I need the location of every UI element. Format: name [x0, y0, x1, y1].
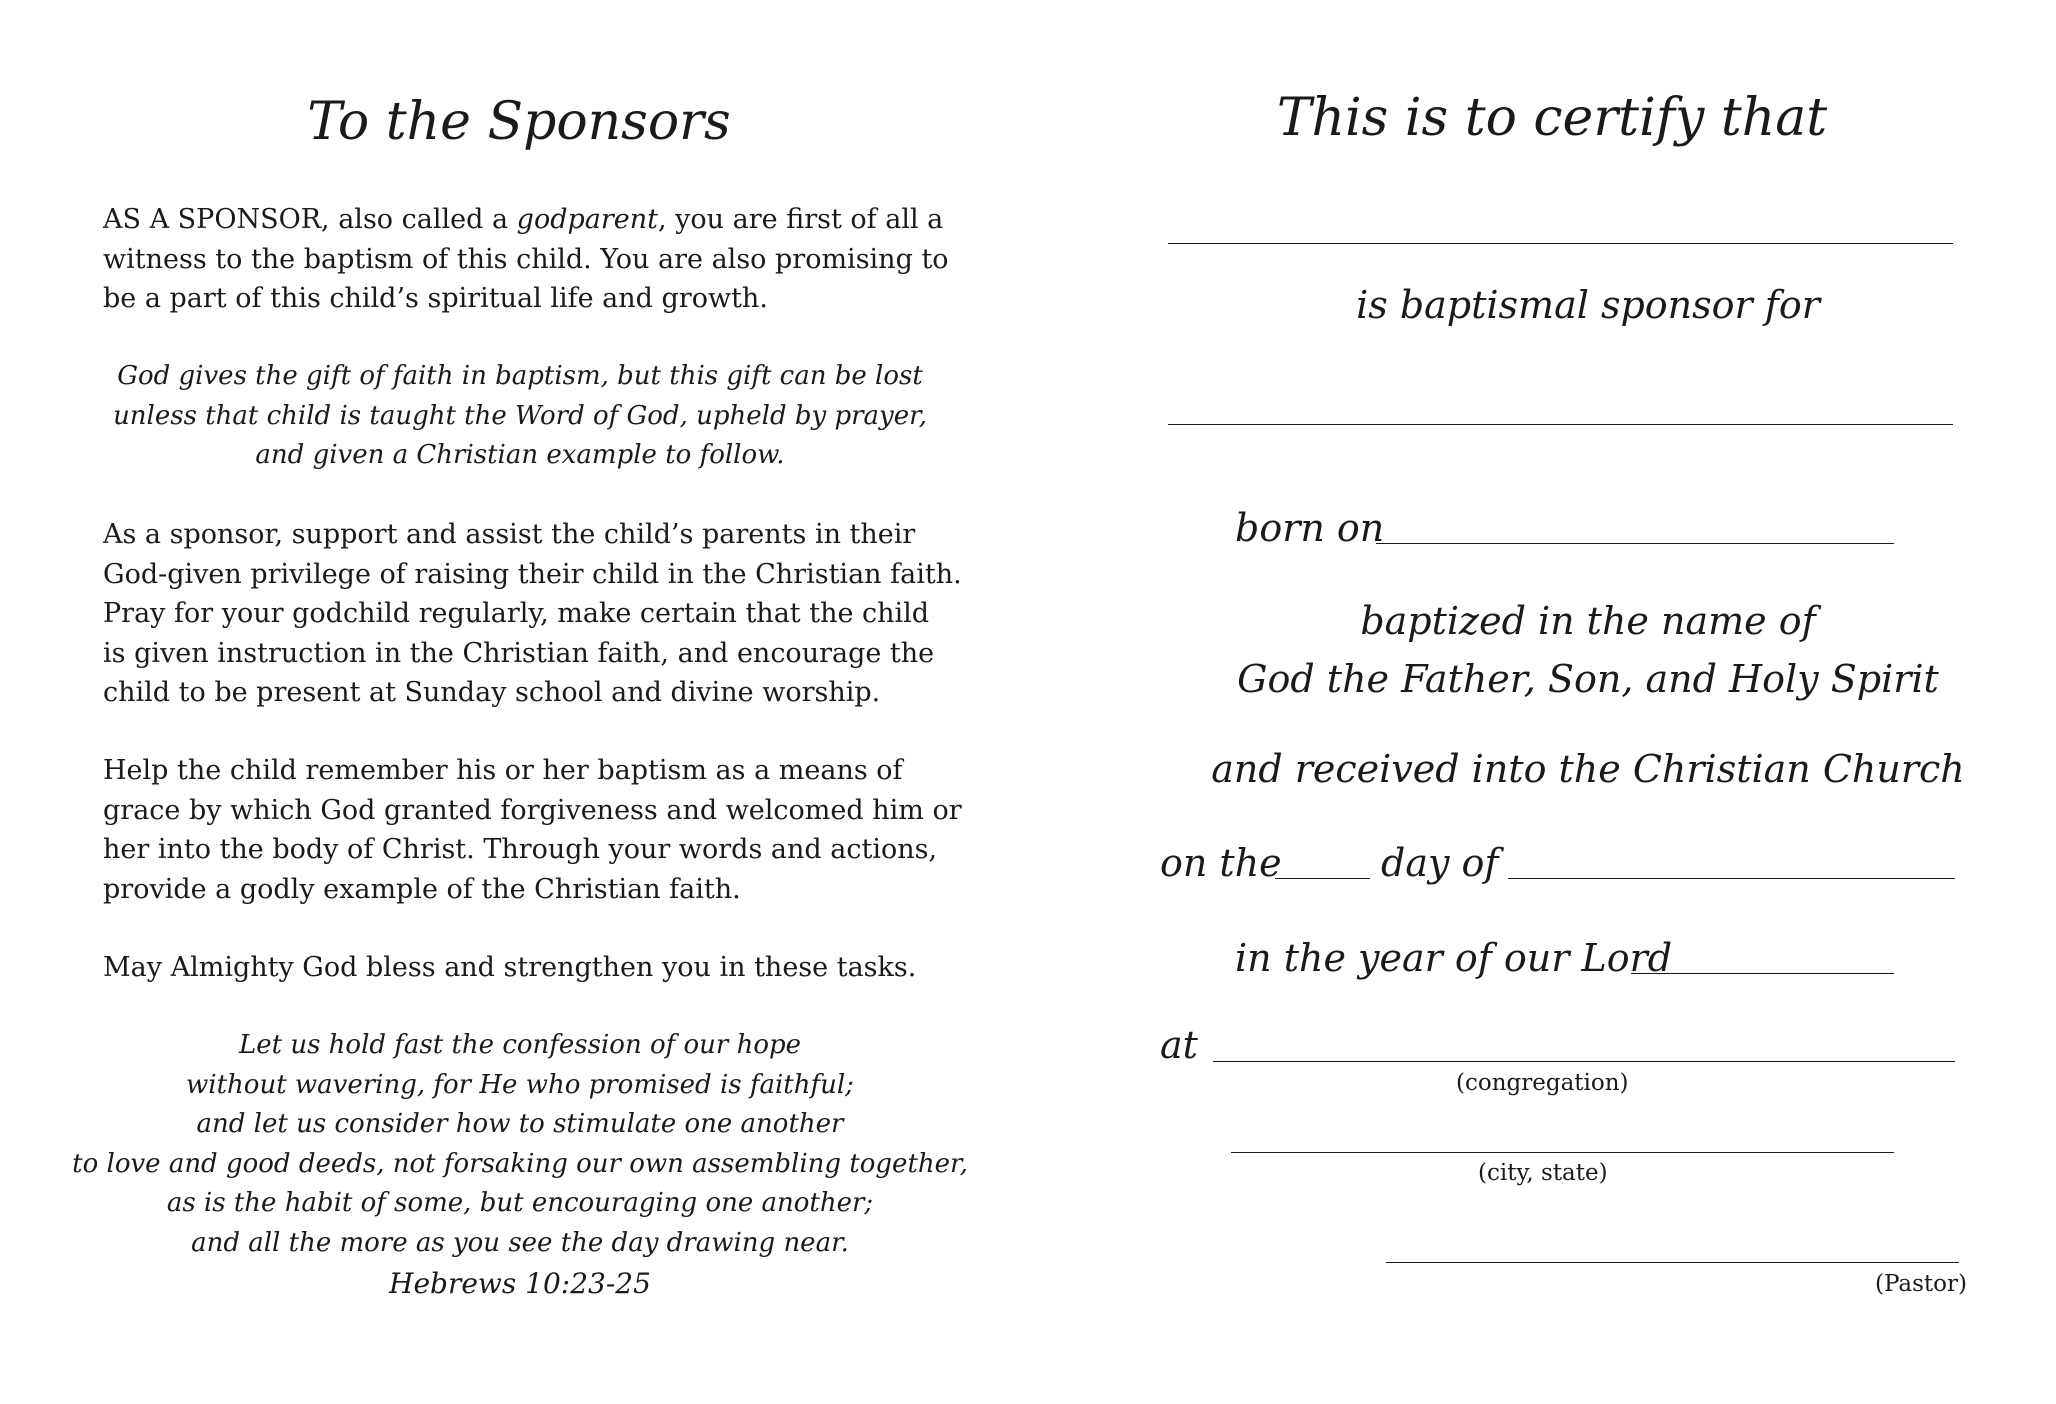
scripture-reference: Hebrews 10:23-25: [389, 1267, 651, 1300]
on-the-label: on the: [1160, 841, 1282, 885]
sponsor-name-line[interactable]: [1168, 243, 1953, 244]
intro-paragraph: [103, 200, 963, 319]
sponsor-for-text: is baptismal sponsor for: [1356, 283, 1820, 327]
at-label: at: [1160, 1023, 1198, 1067]
year-line[interactable]: [1631, 973, 1894, 974]
born-on-label: born on: [1235, 506, 1385, 550]
blessing-paragraph: May Almighty God bless and strengthen you in these tasks.: [103, 952, 917, 983]
year-of-our-lord-label: in the year of our Lord: [1235, 936, 1673, 980]
intro-lead: AS A SPONSOR, also called a: [103, 204, 517, 235]
scripture-quote: Let us hold fast the confession of our hope without wavering, for He who promised is faithful; and let us consider how to stimulate one another to love and good deeds, not forsaking our own assembling together, as is the habit of some, but encouraging one another; and all the more as you see the day drawing near.: [72, 1030, 968, 1258]
congregation-line[interactable]: [1213, 1061, 1955, 1062]
pastor-caption: (Pastor): [1875, 1271, 1967, 1297]
child-name-line[interactable]: [1168, 424, 1953, 425]
baptized-in-name-text: baptized in the name of God the Father, Son, and Holy Spirit: [1237, 599, 1939, 701]
right-page-certificate: [1028, 0, 2056, 1404]
congregation-caption: (congregation): [1456, 1070, 1629, 1096]
month-line[interactable]: [1508, 878, 1955, 879]
support-paragraph: As a sponsor, support and assist the child’s parents in their God-given privilege of raising their child in the Christian faith. Pray for your godchild regularly, make certain that the child is given instruction in the Christian faith, and encourage the child to be present at Sunday school and divine worship.: [103, 519, 962, 708]
certificate-title: This is to certify that: [1276, 88, 1828, 148]
intro-emphasis-godparent: godparent: [516, 204, 658, 235]
city-state-caption: (city, state): [1478, 1160, 1608, 1186]
city-state-line[interactable]: [1231, 1152, 1894, 1153]
remember-baptism-paragraph: Help the child remember his or her baptism as a means of grace by which God granted forgiveness and welcomed him or her into the body of Christ. Through your words and actions, provide a godly example of the Christian faith.: [103, 755, 962, 905]
received-into-church-text: and received into the Christian Church: [1211, 747, 1965, 791]
day-line[interactable]: [1275, 878, 1370, 879]
day-of-label: day of: [1381, 841, 1499, 885]
pastor-signature-line[interactable]: [1386, 1262, 1959, 1263]
left-page-title: To the Sponsors: [307, 92, 731, 152]
birth-date-line[interactable]: [1376, 543, 1894, 544]
faith-quote: God gives the gift of faith in baptism, but this gift can be lost unless that child is taught the Word of God, upheld by prayer, and given a Christian example to follow.: [113, 361, 927, 470]
intro-rest: , you are first of all a witness to the baptism of this child. You are also promising to be a part of this child’s spiritual life and growth.: [103, 204, 949, 314]
